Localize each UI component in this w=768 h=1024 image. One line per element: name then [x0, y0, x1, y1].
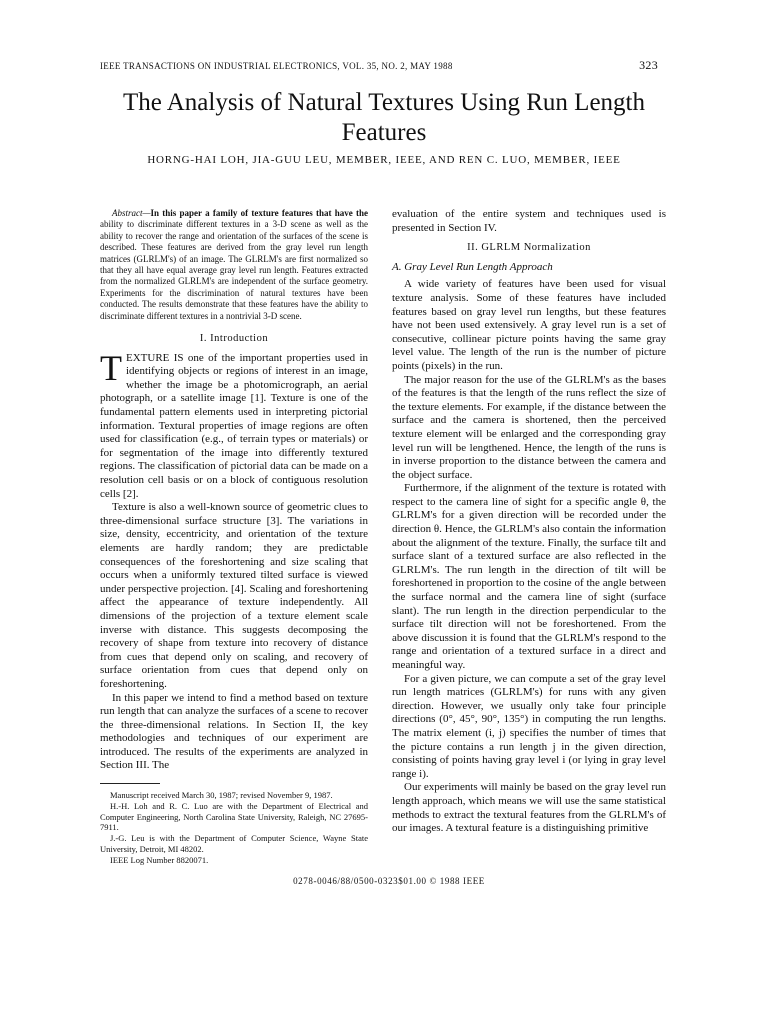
author-line: HORNG-HAI LOH, JIA-GUU LEU, MEMBER, IEEE, AND REN C. LUO, MEMBER, IEEE [147, 154, 621, 166]
abstract [100, 208, 368, 322]
copyright-code: 0278-0046/88/0500-0323$01.00 © 1988 IEEE [293, 876, 485, 886]
right-column [392, 208, 666, 836]
footnote-divider [100, 783, 160, 784]
drop-cap: T [100, 347, 122, 388]
footnote-affiliation-2: J.-G. Leu is with the Department of Computer Science, Wayne State University, Detroit, MI 48202. [100, 833, 368, 855]
footnote-received: Manuscript received March 30, 1987; revised November 9, 1987. [110, 790, 333, 801]
running-head [100, 58, 658, 73]
intro-paragraph-1 [100, 347, 368, 502]
right-paragraph-3: Furthermore, if the alignment of the texture is rotated with respect to the camera line of sight for a specific angle θ, the GLRLM's for a given direction will be recorded under the direction θ. Hence, the GLRLM's also contain the information about the alignment of the texture. Finally, the surface tilt and surface slant of a textured surface are also reflected in the GLRLM's. The run length in the direction of tilt will be foreshortened in proportion to the cosine of the angle between the surface normal and the camera line of sight (surface slant). The run length in the direction perpendicular to the surface tilt direction will not be foreshortened. From the above discussion it is found that the GLRLM's respond to the range and orientation of a textured surface in a direct and meaningful way. [392, 482, 666, 671]
paper-title: The Analysis of Natural Textures Using Run Length Features [122, 89, 645, 146]
footnote-affiliation-1: H.-H. Loh and R. C. Luo are with the Department of Electrical and Computer Engineering, North Carolina State University, Raleigh, NC 27695-7911. [100, 800, 368, 833]
right-paragraph-0: evaluation of the entire system and techniques used is presented in Section IV. [392, 208, 666, 234]
intro-paragraph-3: In this paper we intend to find a method based on texture run length that can analyze the surfaces of a scene to recover the three-dimensional relations. In Section II, the key methodologies and techniques of our experiment are introduced. The results of the experiments are analyzed in Section III. The [100, 691, 368, 772]
intro-paragraph-2: Texture is also a well-known source of geometric clues to three-dimensional surface structure [3]. The variations in size, density, eccentricity, and orientation of the texture elements are hardly random; they are predictable consequences of the foreshortening and size scaling that occurs when a uniformly textured tilted surface is viewed under perspective projection. [4]. Scaling and foreshortening affect the appearance of texture independently. All dimensions of the projection of a texture element scale inverse with distance. This suggests decomposing the recovery of shape from texture into recovery of distance from cues that depend only on scaling, and recovery of surface orientation from cues that depend only on foreshortening. [100, 501, 368, 690]
journal-name: IEEE TRANSACTIONS ON INDUSTRIAL ELECTRONICS, VOL. 35, NO. 2, MAY 1988 [100, 61, 453, 71]
right-paragraph-1: A wide variety of features have been used for visual texture analysis. Some of these features have included features based on gray level run lengths, but these features have not been used extensively. A gray level run is a set of consecutive, collinear picture points having the same gray level value. The length of the run is the number of picture points (pixels) in the run. [392, 278, 666, 372]
intro-paragraph-1-text: EXTURE IS one of the important properties used in identifying objects or regions of interest in an image, whether the image be a photomicrograph, an aerial photograph, or a satellite image [1]. Texture is one of the fundamental pattern elements used in interpreting pictorial information. Textural properties of image regions are often used for classification (e.g., of terrain types or materials) or for segmentation of the image into differently textured regions. The classification of pictorial data can be made on a resolution cell basis or on a block of contiguous resolution cells [2]. [100, 351, 368, 500]
footnote-log-number: IEEE Log Number 8820071. [110, 854, 209, 865]
page-number: 323 [639, 58, 658, 72]
right-paragraph-4: For a given picture, we can compute a set of the gray level run length matrices (GLRLM's) for runs with any given direction. However, we usually only take four principle directions (0°, 45°, 90°, 135°) in computing the run lengths. The matrix element (i, j) specifies the number of times that the picture contains a run length j in the given direction, consisting of points having gray level i (or lying in gray level range i). [392, 672, 666, 780]
section-heading-glrlm: II. GLRLM Normalization [467, 242, 591, 254]
subsection-heading-a: A. Gray Level Run Length Approach [392, 260, 553, 273]
left-column [100, 208, 368, 866]
right-paragraph-2: The major reason for the use of the GLRLM's as the bases of the features is that the length of the runs reflect the size of the texture elements. For example, if the distance between the surface and the camera is shortened, then the perceived texture element will be enlarged and the corresponding gray level run will be lengthened. Hence, the length of the runs is in inverse proportion to the distance between the camera and the object surface. [392, 373, 666, 481]
abstract-lead: In this paper a family of texture features that have the [150, 208, 368, 218]
section-heading-introduction: I. Introduction [199, 333, 269, 345]
abstract-label: Abstract— [112, 208, 151, 218]
right-paragraph-5: Our experiments will mainly be based on the gray level run length approach, which means we will use the same statistical methods to extract the textural features from the GLRLM's of our images. A textural feature is a distinguishing primitive [392, 781, 666, 835]
abstract-text: ability to discriminate different textures in a 3-D scene as well as the ability to recover the range and orientation of the surfaces of the scene is described. These features are derived from the gray level run length matrices (GLRLM's) of an image. The GLRLM's are first normalized so that they all have equal average gray level run length. Features extracted from the normalized GLRLM's are independent of the surface geometry. Experiments for the discrimination of natural textures have been conducted. The results demonstrate that these features have the ability to discriminate different textures in a nontrivial 3-D scene. [100, 219, 368, 321]
